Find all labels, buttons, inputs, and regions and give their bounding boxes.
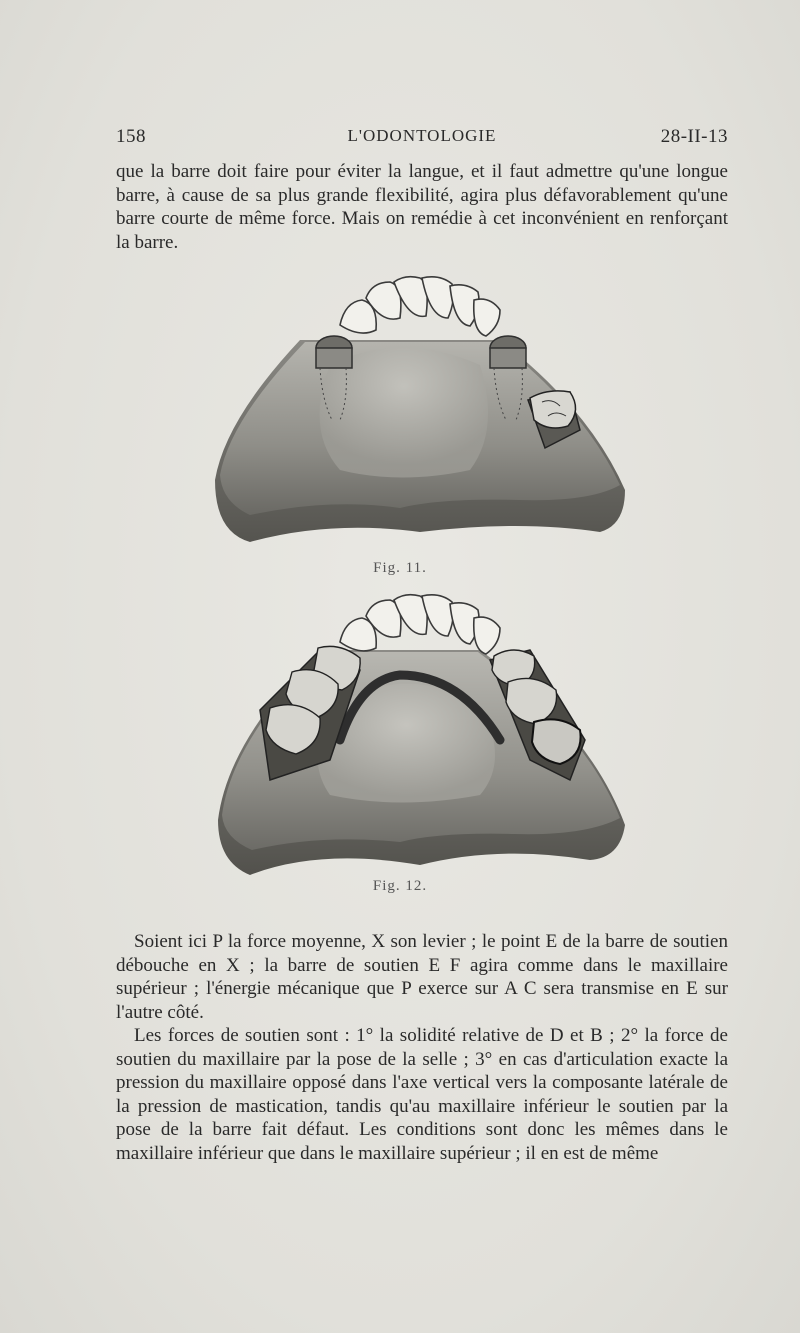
issue-date: 28-II-13 bbox=[660, 126, 728, 147]
figure-12 bbox=[0, 590, 800, 900]
paragraph-2: Les forces de soutien sont : 1° la solidité relative de D et B ; 2° la force de soutien du maxillaire par la pose de la selle ; 3° en cas d'articulation exacte la pression du maxillaire opposé dans l'axe vertical vers la composante latérale de la pression de mastication, tandis qu'au maxillaire inférieur le soutien par la pose de la barre fait défaut. Les conditions sont donc les mêmes dans le maxillaire inférieur que dans le maxillaire supérieur ; il en est de même bbox=[116, 1025, 728, 1164]
top-text-block bbox=[116, 160, 728, 254]
bottom-text-block bbox=[116, 930, 728, 1165]
paragraph-top: que la barre doit faire pour éviter la langue, et il faut admettre qu'une longue barre, à cause de sa plus grande flexibilité, agira plus défavorablement qu'une barre courte de même force. Mais on remédie à cet inconvénient en renforçant la barre. bbox=[116, 161, 728, 253]
denture-illustration-upper bbox=[0, 270, 800, 570]
figure-12-caption: Fig. 12. bbox=[372, 878, 428, 894]
denture-illustration-lower bbox=[0, 590, 800, 880]
lower-front-teeth bbox=[340, 595, 500, 654]
page-number: 158 bbox=[116, 126, 146, 147]
paragraph-1: Soient ici P la force moyenne, X son levier ; le point E de la barre de soutien débouche en X ; la barre de soutien E F agira comme dans le maxillaire supérieur ; l'énergie mécanique que P exerce sur A C sera transmise en E sur l'autre côté. bbox=[116, 931, 728, 1023]
running-head bbox=[116, 126, 728, 156]
front-teeth bbox=[340, 277, 500, 336]
figure-11-caption: Fig. 11. bbox=[373, 560, 427, 576]
figure-11 bbox=[0, 270, 800, 580]
journal-title: L'ODONTOLOGIE bbox=[347, 126, 497, 145]
